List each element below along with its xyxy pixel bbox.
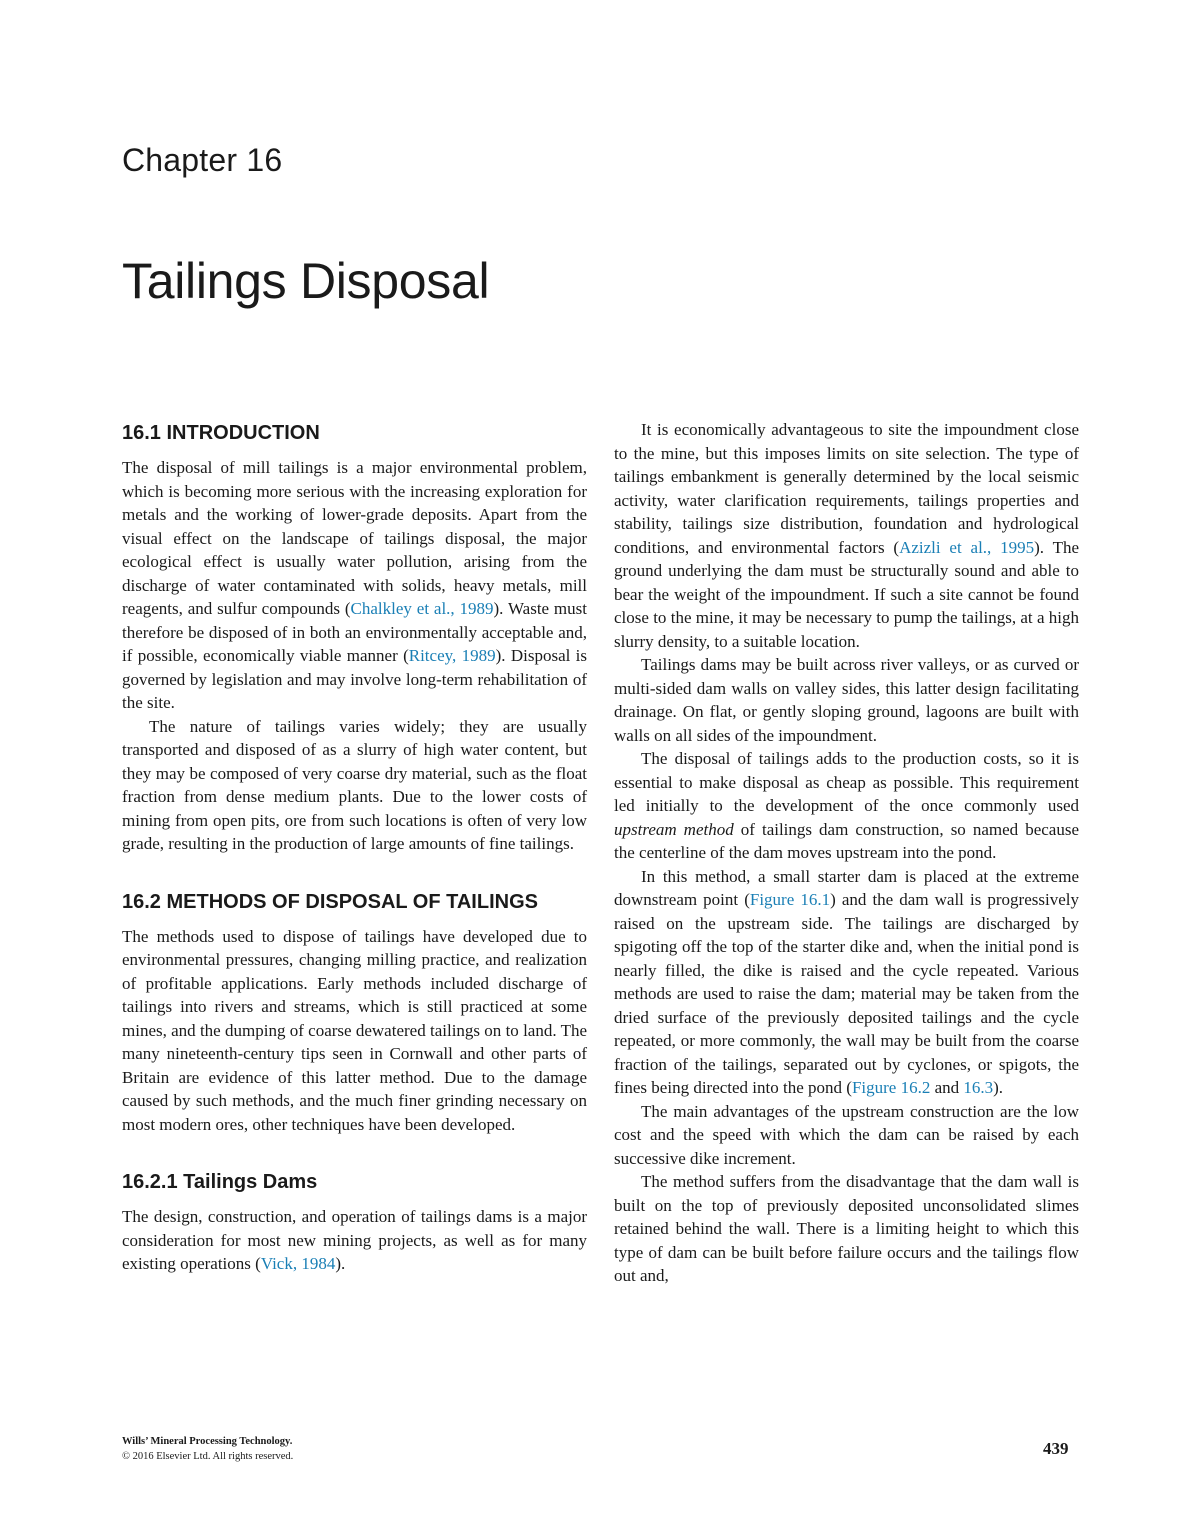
- citation-link-azizli[interactable]: Azizli et al., 1995: [899, 537, 1035, 557]
- right-paragraph-5: The main advantages of the upstream construction are the low cost and the speed with which the dam can be raised by each successive dike increment.: [614, 1101, 1079, 1168]
- citation-link-ritcey[interactable]: Ritcey, 1989: [408, 646, 496, 665]
- figure-link-16-2[interactable]: Figure 16.2: [851, 1078, 931, 1097]
- page-number: 439: [1043, 1439, 1069, 1458]
- chapter-title: Tailings Disposal: [122, 253, 490, 309]
- footer-copyright: © 2016 Elsevier Ltd. All rights reserved.: [122, 1451, 294, 1462]
- right-column: [614, 418, 1079, 1288]
- right-paragraph-2: Tailings dams may be built across river valleys, or as curved or multi-sided dam walls on valley sides, this latter design facilitating drainage. On flat, or gently sloping ground, lagoons are built with walls on all sides of the impoundment.: [614, 655, 1079, 745]
- methods-paragraph-1: The methods used to dispose of tailings have developed due to environmental pressures, changing milling practice, and realization of profitable applications. Early methods included discharge of tailings into rivers and streams, which is still practiced at some mines, and the dumping of coarse dewatered tailings on to land. The many nineteenth-century tips seen in Cornwall and other parts of Britain are evidence of this latter method. Due to the damage caused by such methods, and the much finer grinding necessary on most modern ores, other techniques have been developed.: [122, 926, 587, 1134]
- citation-link-vick[interactable]: Vick, 1984: [260, 1254, 336, 1273]
- right-paragraph-6: The method suffers from the disadvantage that the dam wall is built on the top of previously deposited unconsolidated slimes retained behind the wall. There is a limiting height to which this type of dam can be built before failure occurs and the tailings flow out and,: [614, 1172, 1079, 1285]
- right-paragraph-3: The disposal of tailings adds to the production costs, so it is essential to make disposal as cheap as possible. This requirement led initially to the development of the once commonly used upstream method of tailings dam construction, so named because the centerline of the dam moves upstream into the pond.: [614, 749, 1079, 862]
- section-heading-methods: 16.2 METHODS OF DISPOSAL OF TAILINGS: [122, 890, 538, 913]
- intro-paragraph-1: The disposal of mill tailings is a major environmental problem, which is becoming more serious with the increasing exploration for metals and the working of lower-grade deposits. Apart from the visual effect on the landscape of tailings disposal, the major ecological effect is usually water pollution, arising from the discharge of water contaminated with solids, heavy metals, mill reagents, and sulfur compounds (Chalkley et al., 1989). Waste must therefore be disposed of in both an environmentally acceptable and, if possible, economically viable manner (Ritcey, 1989). Disposal is governed by legislation and may involve long-term rehabilitation of the site.: [122, 458, 588, 712]
- section-heading-introduction: 16.1 INTRODUCTION: [122, 422, 320, 444]
- footer-credits: [122, 1434, 293, 1464]
- right-paragraph-4: In this method, a small starter dam is placed at the extreme downstream point (Figure 16.1) and the dam wall is progressively raised on the upstream side. The tailings are discharged by spigoting off the top of the starter dike and, when the initial pond is nearly filled, the dike is raised and the cycle repeated. Various methods are used to raise the dam; material may be taken from the dried surface of the previously deposited tailings and the cycle repeated, or more commonly, the wall may be built from the coarse fraction of the tailings, separated out by cyclones, or spigots, the fines being directed into the pond (Figure 16.2 and 16.3).: [614, 866, 1079, 1097]
- dams-paragraph-1: The design, construction, and operation of tailings dams is a major consideration for most new mining projects, as well as for many existing operations (Vick, 1984).: [122, 1207, 587, 1273]
- intro-paragraph-2: The nature of tailings varies widely; they are usually transported and disposed of as a slurry of high water content, but they may be composed of very coarse dry material, such as the float fraction from dense medium plants. Due to the lower costs of mining from open pits, ore from such locations is often of very low grade, resulting in the production of large amounts of fine tailings.: [122, 716, 587, 853]
- subsection-heading-tailings-dams: 16.2.1 Tailings Dams: [122, 1171, 318, 1193]
- chapter-label: Chapter 16: [122, 142, 283, 178]
- figure-link-16-1[interactable]: Figure 16.1: [749, 890, 831, 909]
- footer-book-title: Wills’ Mineral Processing Technology.: [122, 1436, 293, 1447]
- right-paragraph-1: It is economically advantageous to site the impoundment close to the mine, but this imposes limits on site selection. The type of tailings embankment is generally determined by the local seismic activity, water clarification requirements, tailings properties and stability, tailings size distribution, foundation and hydrological conditions, and environmental factors (Azizli et al., 1995). The ground underlying the dam must be structurally sound and able to bear the weight of the impoundment. If such a site cannot be found close to the mine, it may be necessary to pump the tailings, at a high slurry density, to a suitable location.: [614, 420, 1080, 651]
- figure-link-16-3[interactable]: 16.3: [963, 1078, 994, 1097]
- citation-link-chalkley[interactable]: Chalkley et al., 1989: [350, 599, 494, 618]
- left-column: [122, 418, 587, 1276]
- emphasis-upstream-method: upstream method: [614, 819, 734, 839]
